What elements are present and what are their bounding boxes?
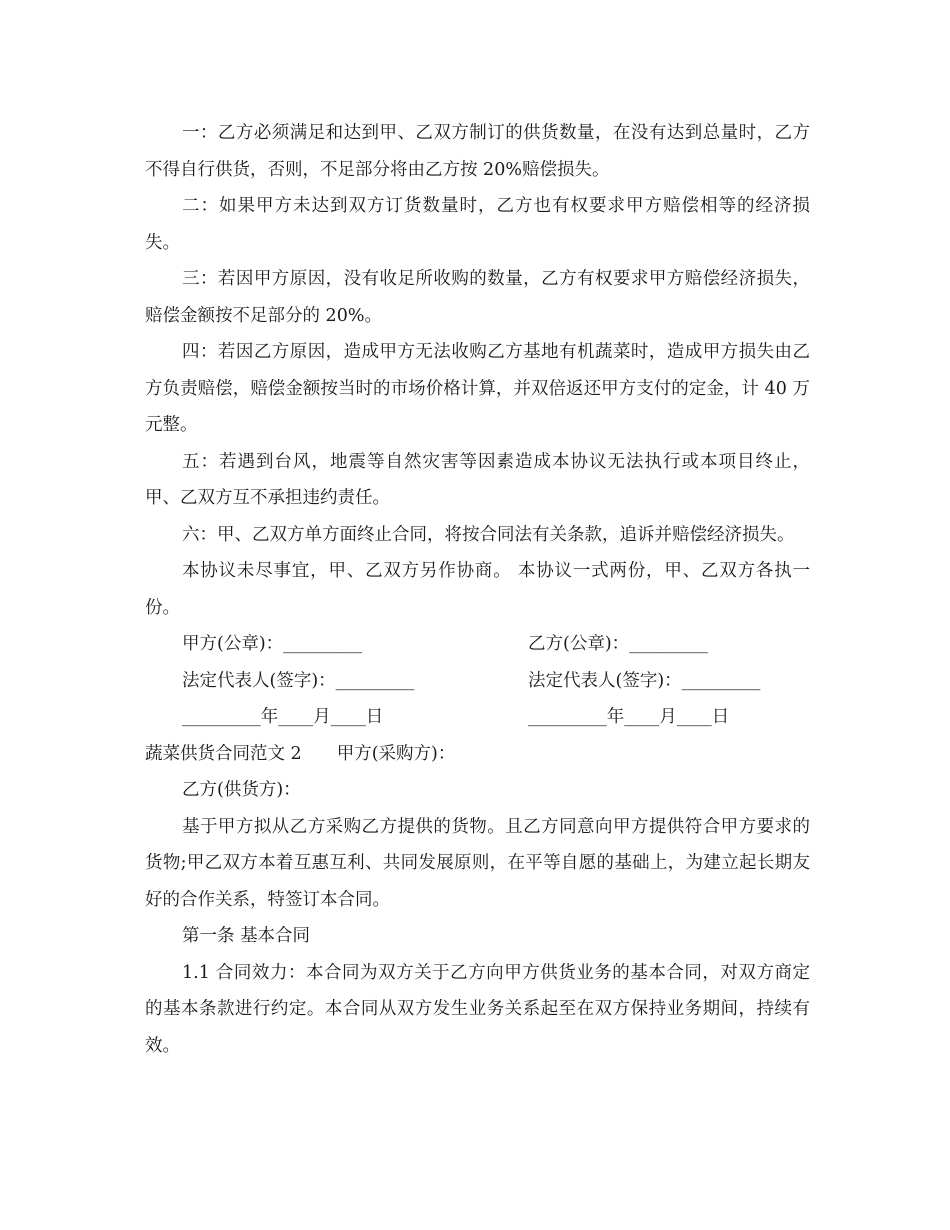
- second-contract-title: 蔬菜供货合同范文 2 甲方(采购方)：: [145, 743, 456, 764]
- article-1-title: 第一条 基本合同: [182, 926, 311, 946]
- party-b-seal-field: 乙方(公章)：_________: [528, 634, 708, 654]
- clause-5: 五：若遇到台风，地震等自然灾害等因素造成本协议无法执行或本项目终止，甲、乙双方互不承担违约责任。: [145, 451, 810, 508]
- clause-1: 一：乙方必须满足和达到甲、乙双方制订的供货数量，在没有达到总量时，乙方不得自行供货，否则，不足部分将由乙方按 20%赔偿损失。: [145, 123, 810, 180]
- clause-4: 四：若因乙方原因，造成甲方无法收购乙方基地有机蔬菜时，造成甲方损失由乙方负责赔偿，赔偿金额按当时的市场价格计算，并双倍返还甲方支付的定金，计 40 万元整。: [145, 342, 810, 435]
- party-b-rep-field: 法定代表人(签字)：_________: [528, 670, 761, 691]
- clause-2: 二：如果甲方未达到双方订货数量时，乙方也有权要求甲方赔偿相等的经济损失。: [145, 196, 810, 253]
- party-a-date-field: _________年____月____日: [182, 707, 384, 727]
- article-1-1: 1.1 合同效力：本合同为双方关于乙方向甲方供货业务的基本合同，对双方商定的基本条款进行约定。本合同从双方发生业务关系起至在双方保持业务期间，持续有效。: [145, 962, 810, 1056]
- clause-3: 三：若因甲方原因，没有收足所收购的数量，乙方有权要求甲方赔偿经济损失，赔偿金额按不足部分的 20%。: [145, 269, 810, 326]
- signature-date-row: [145, 699, 810, 736]
- clause-6: 六：甲、乙双方单方面终止合同，将按合同法有关条款，追诉并赔偿经济损失。: [182, 524, 795, 545]
- party-a-rep-field: 法定代表人(签字)：_________: [182, 670, 415, 691]
- closing-clause: 本协议未尽事宜，甲、乙双方另作协商。 本协议一式两份，甲、乙双方各执一份。: [145, 561, 810, 618]
- signature-seal-row: [145, 626, 810, 663]
- party-b-date-field: _________年____月____日: [528, 707, 730, 727]
- second-contract-party-b: 乙方(供货方)：: [182, 780, 301, 800]
- second-contract-intro: 基于甲方拟从乙方采购乙方提供的货物。且乙方同意向甲方提供符合甲方要求的货物;甲乙双方本着互惠互利、共同发展原则，在平等自愿的基础上，为建立起长期友好的合作关系，特签订本合同。: [145, 816, 810, 910]
- document-body: [145, 115, 810, 1064]
- signature-rep-row: [145, 663, 810, 700]
- party-a-seal-field: 甲方(公章)：_________: [182, 634, 362, 654]
